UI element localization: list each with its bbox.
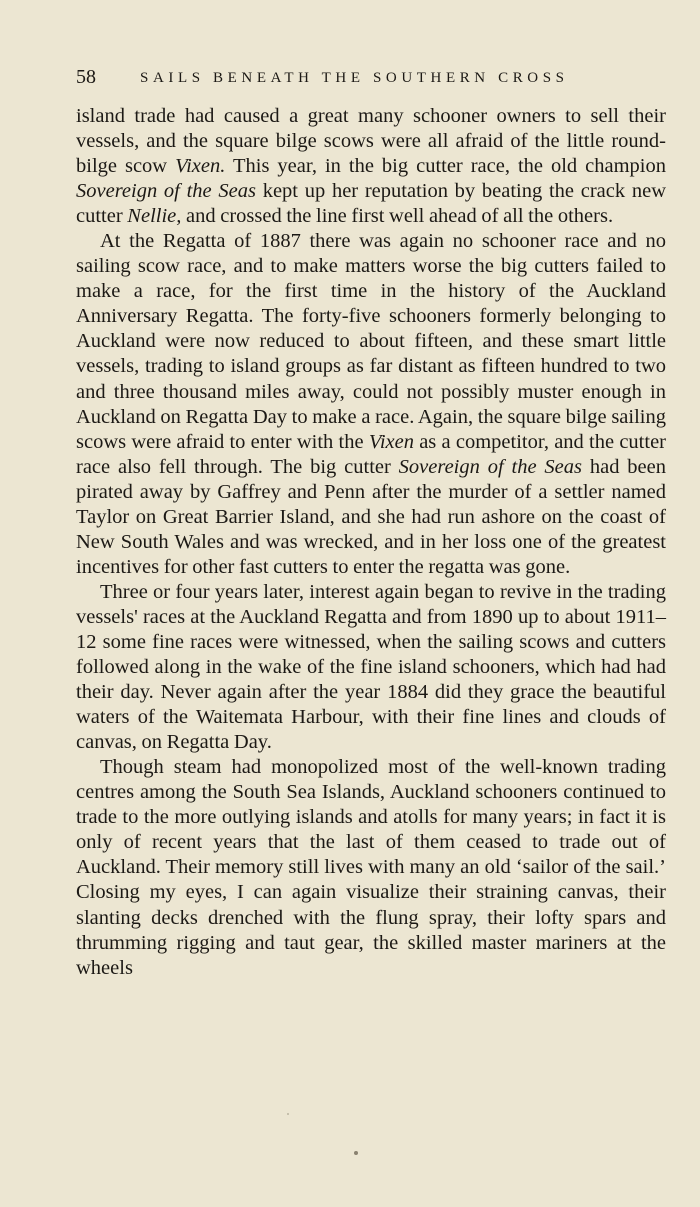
page-header	[76, 62, 666, 92]
paragraph	[76, 580, 666, 755]
italic-text: Sovereign of the Seas	[398, 455, 582, 478]
paragraph	[76, 104, 666, 229]
speck-mark	[354, 1151, 358, 1155]
text-run: Though steam had monopolized most of the well-known trading centres among the South Sea Islands, Auckland schooners continued to trade to the more outlying islands and atolls for many years; in fact it is only of recent years that the last of them ceased to trade out of Auckland. Their memory still lives with many an old ‘sailor of the sail.’ Closing my eyes, I can again visualize their straining canvas, their slanting decks drenched with the flung spray, their lofty spars and thrumming rigging and taut gear, the skilled master mariners at the wheels	[76, 756, 666, 979]
text-run: and crossed the line first well ahead of all the others.	[181, 205, 614, 228]
text-run: had been pirated away by Gaffrey and Penn after the murder of a settler named Taylor on Great Barrier Island, and she had run ashore on the coast of New South Wales and was wrecked, and in her loss one of the greatest incentives for other fast cutters to enter the regatta was gone.	[76, 455, 666, 578]
page-number: 58	[76, 66, 96, 88]
text-run: This year, in the big cutter race, the old champion	[225, 155, 666, 178]
body-text	[76, 104, 666, 981]
paragraph	[76, 755, 666, 980]
italic-text: Vixen	[368, 430, 414, 453]
text-run: At the Regatta of 1887 there was again no schooner race and no sailing scow race, and to make matters worse the big cutters failed to make a race, for the first time in the history of the Auckland Anniversary Regatta. The forty-five schooners formerly belonging to Auckland were now reduced to about fifteen, and these smart little vessels, trading to island groups as far distant as fifteen hundred to two and three thousand miles away, could not possibly muster enough in Auckland on Regatta Day to make a race. Again, the square bilge sailing scows were afraid to enter with the	[76, 230, 666, 453]
text-run: kept up her reputation by beating the crack new cutter	[76, 180, 666, 228]
text-run: Three or four years later, interest again began to revive in the trading vessels' races at the Auckland Regatta and from 1890 up to about 1911–12 some fine races were witnessed, when the sailing scows and cutters followed along in the wake of the fine island schooners, which had had their day. Never again after the year 1884 did they grace the beautiful waters of the Waitemata Harbour, with their fine lines and clouds of canvas, on Regatta Day.	[76, 580, 666, 754]
paragraph	[76, 229, 666, 580]
speck-mark	[287, 1113, 289, 1115]
italic-text: Vixen.	[175, 155, 226, 178]
italic-text: Sovereign of the Seas	[76, 180, 256, 203]
italic-text: Nellie,	[127, 205, 182, 228]
text-run: island trade had caused a great many schooner owners to sell their vessels, and the square bilge scows were all afraid of the little round-bilge scow	[76, 105, 666, 178]
running-title: SAILS BENEATH THE SOUTHERN CROSS	[140, 70, 569, 86]
text-run: as a competitor, and the cutter race also fell through. The big cutter	[76, 430, 666, 478]
